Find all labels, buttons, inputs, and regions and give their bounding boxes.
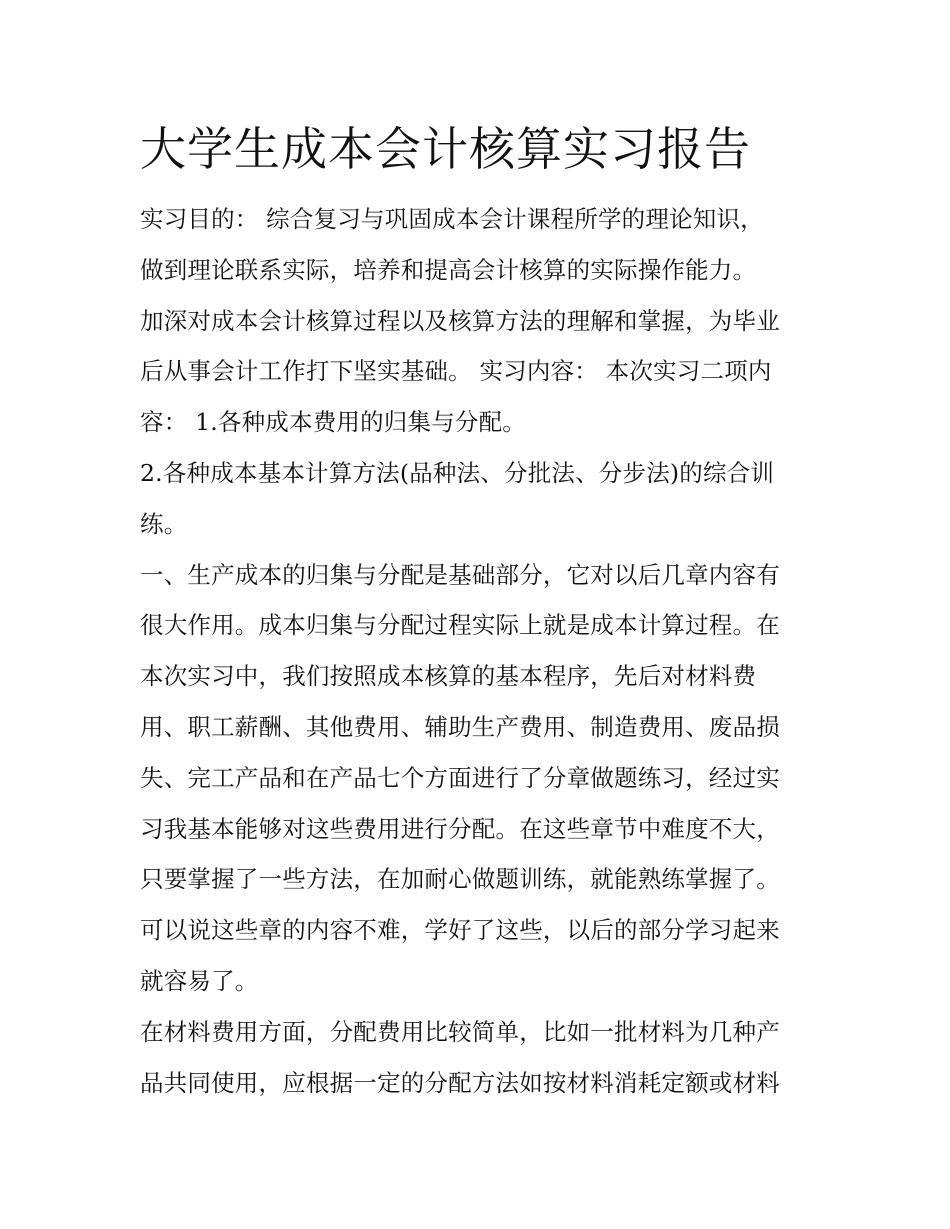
text-line: 做到理论联系实际，培养和提高会计核算的实际操作能力。 — [140, 255, 757, 284]
document-title: 大学生成本会计核算实习报告 — [140, 122, 751, 176]
text-line: 失、完工产品和在产品七个方面进行了分章做题练习，经过实 — [140, 763, 780, 792]
text-line: 习我基本能够对这些费用进行分配。在这些章节中难度不大， — [140, 814, 780, 843]
text-line: 可以说这些章的内容不难，学好了这些，以后的部分学习起来 — [140, 916, 780, 945]
text-line: 2.各种成本基本计算方法(品种法、分批法、分步法)的综合训 — [140, 458, 775, 487]
document-body — [140, 110, 816, 1108]
text-line: 练。 — [140, 509, 188, 538]
text-line: 加深对成本会计核算过程以及核算方法的理解和掌握，为毕业 — [140, 306, 780, 335]
paragraph-block — [140, 194, 816, 1108]
text-line: 很大作用。成本归集与分配过程实际上就是成本计算过程。在 — [140, 611, 780, 640]
text-line: 只要掌握了一些方法，在加耐心做题训练，就能熟练掌握了。 — [140, 865, 780, 894]
text-line: 品共同使用，应根据一定的分配方法如按材料消耗定额或材料 — [140, 1068, 780, 1097]
text-line: 实习目的： 综合复习与巩固成本会计课程所学的理论知识， — [140, 205, 764, 233]
text-line: 在材料费用方面，分配费用比较简单，比如一批材料为几种产 — [140, 1017, 780, 1046]
text-line: 一、生产成本的归集与分配是基础部分，它对以后几章内容有 — [140, 560, 780, 589]
text-line: 用、职工薪酬、其他费用、辅助生产费用、制造费用、废品损 — [140, 712, 780, 741]
text-line: 后从事会计工作打下坚实基础。 实习内容： 本次实习二项内 — [140, 357, 772, 386]
text-line: 本次实习中，我们按照成本核算的基本程序，先后对材料费 — [140, 662, 757, 691]
text-line: 就容易了。 — [140, 966, 259, 995]
text-line: 容： 1.各种成本费用的归集与分配。 — [140, 408, 526, 437]
